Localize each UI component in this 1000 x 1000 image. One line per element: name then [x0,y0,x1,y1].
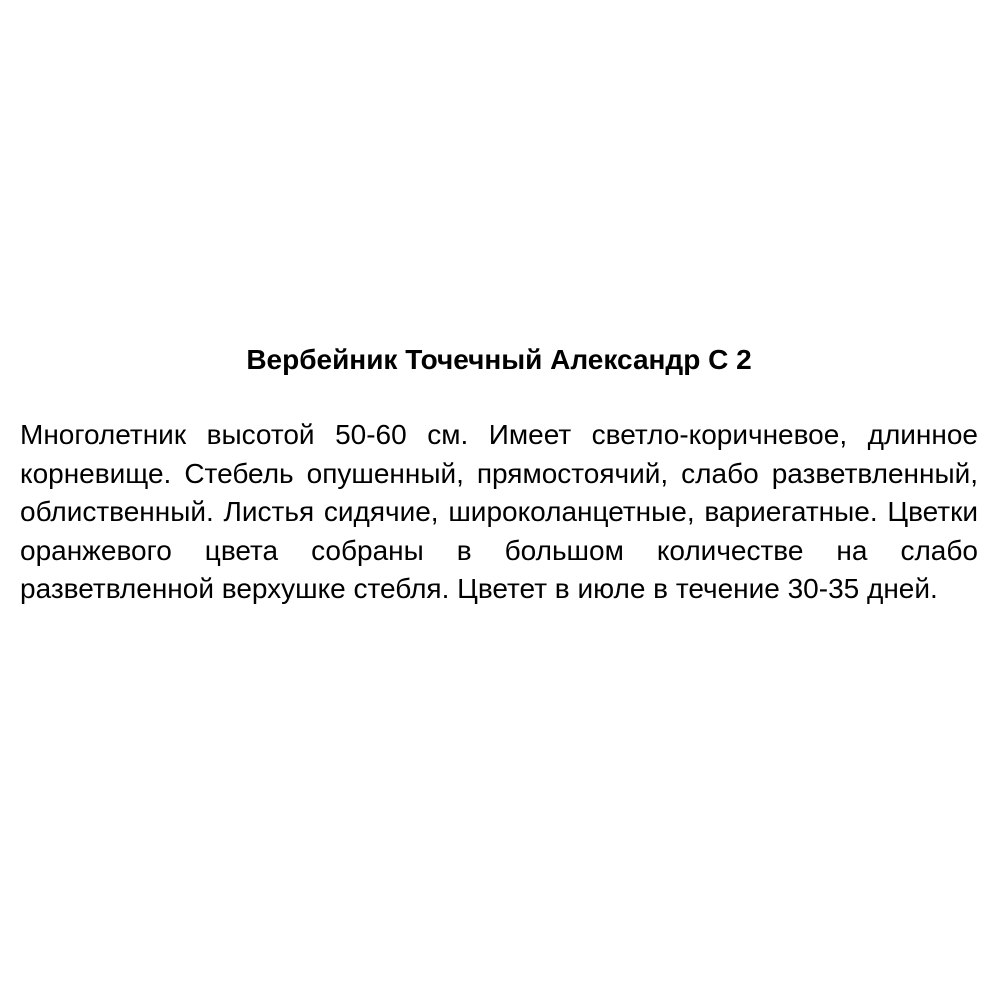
product-description-card [20,336,978,609]
product-title: Вербейник Точечный Александр С 2 [246,344,752,375]
product-description: Многолетник высотой 50-60 см. Имеет светло-коричневое, длинное корневище. Стебель опушенный, прямостоячий, слабо разветвленный, облиственный. Листья сидячие, широколанцетные, вариегатные. Цветки оранжевого цвета собраны в большом количестве на слабо разветвленной верхушке стебля. Цветет в июле в течение 30-35 дней. [20,419,978,604]
